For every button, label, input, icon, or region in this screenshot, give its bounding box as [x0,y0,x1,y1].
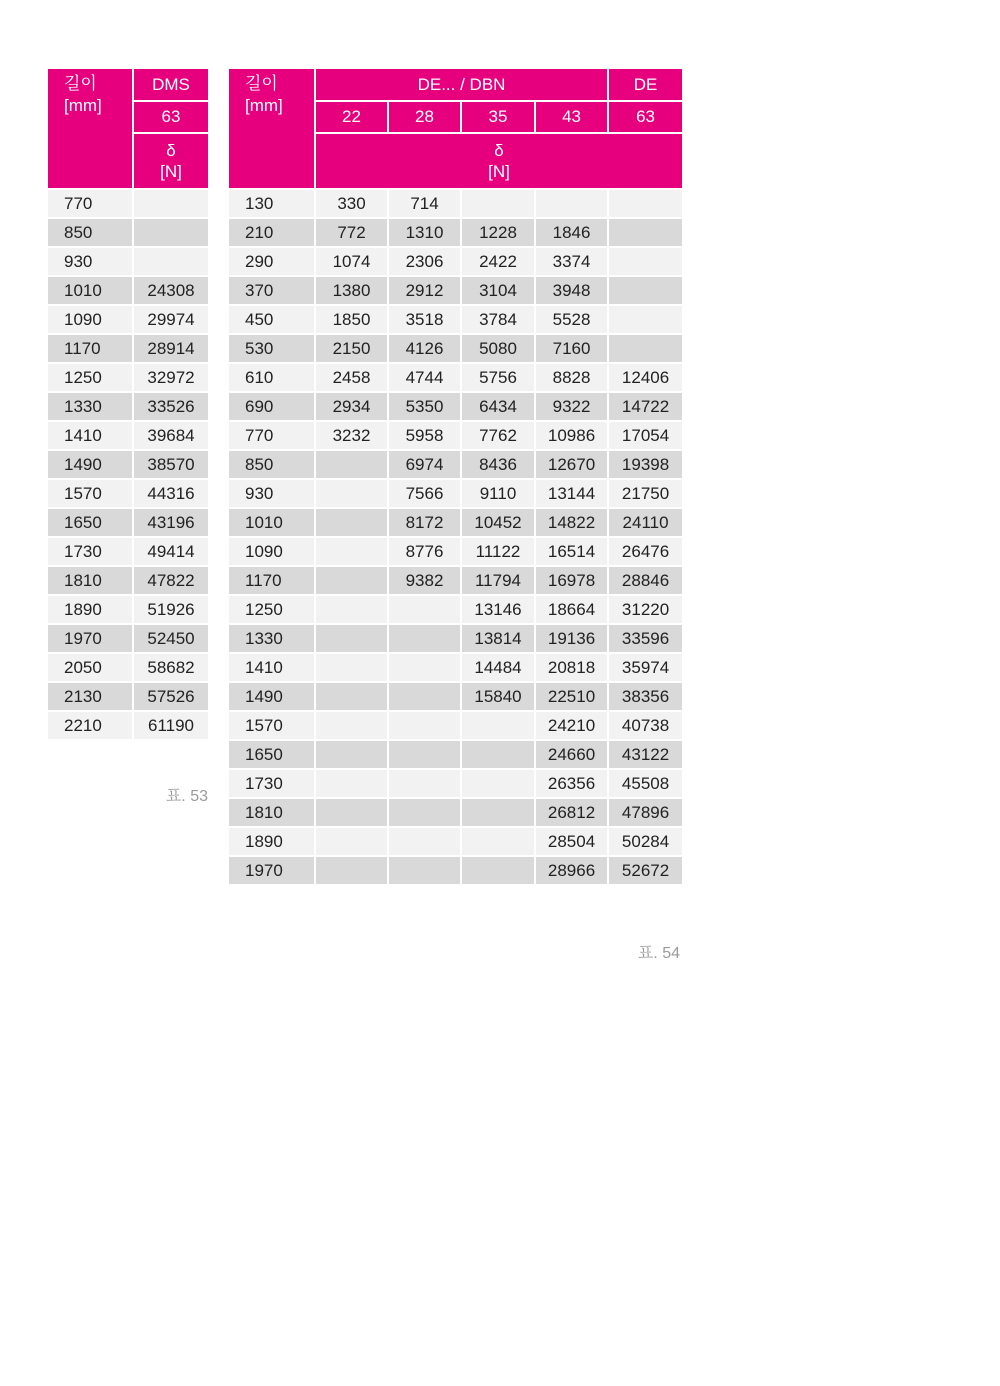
force-cell [461,711,535,740]
force-cell: 39684 [133,421,209,450]
force-cell: 2150 [315,334,388,363]
force-cell: 16514 [535,537,608,566]
force-unit: [N] [488,162,510,181]
force-cell: 2422 [461,247,535,276]
force-cell: 43196 [133,508,209,537]
force-cell [315,566,388,595]
force-cell: 4126 [388,334,461,363]
force-cell: 38356 [608,682,683,711]
table-row [228,450,683,479]
force-cell [315,653,388,682]
table-row [228,595,683,624]
force-cell: 3518 [388,305,461,334]
length-cell: 290 [228,247,315,276]
force-cell: 1380 [315,276,388,305]
table-53-caption: 표. 53 [165,788,208,805]
length-cell: 1250 [228,595,315,624]
length-cell: 930 [228,479,315,508]
length-cell: 770 [228,421,315,450]
force-cell: 12406 [608,363,683,392]
force-cell: 20818 [535,653,608,682]
force-cell [315,856,388,885]
length-cell: 1170 [228,566,315,595]
force-cell: 1310 [388,218,461,247]
force-cell: 772 [315,218,388,247]
force-cell: 15840 [461,682,535,711]
force-cell: 45508 [608,769,683,798]
length-cell: 2210 [47,711,133,740]
force-cell: 13146 [461,595,535,624]
force-cell: 1228 [461,218,535,247]
force-cell: 10986 [535,421,608,450]
table-54-body [228,189,683,885]
length-cell: 850 [47,218,133,247]
force-cell: 9382 [388,566,461,595]
table-53-body [47,189,209,740]
force-cell: 4744 [388,363,461,392]
force-cell: 7762 [461,421,535,450]
force-cell [388,682,461,711]
force-cell: 10452 [461,508,535,537]
force-cell [315,798,388,827]
force-cell: 31220 [608,595,683,624]
table-row [47,334,209,363]
force-header [133,133,209,189]
length-cell: 130 [228,189,315,218]
size-header: 43 [535,101,608,133]
force-cell [608,247,683,276]
table-row [47,189,209,218]
force-cell: 5080 [461,334,535,363]
force-cell: 1074 [315,247,388,276]
table-row [228,421,683,450]
force-cell: 19136 [535,624,608,653]
force-cell: 22510 [535,682,608,711]
force-cell: 13144 [535,479,608,508]
force-cell [315,827,388,856]
length-cell: 770 [47,189,133,218]
force-cell [608,334,683,363]
model-group-header-de-dbn: DE... / DBN [315,68,608,101]
force-cell [315,711,388,740]
force-cell: 26812 [535,798,608,827]
force-cell: 51926 [133,595,209,624]
length-unit: [mm] [64,96,102,115]
table-row [47,421,209,450]
force-cell [315,682,388,711]
length-cell: 1970 [47,624,133,653]
length-cell: 1730 [47,537,133,566]
length-cell: 1650 [47,508,133,537]
force-cell: 28966 [535,856,608,885]
length-cell: 2050 [47,653,133,682]
table-row [228,247,683,276]
length-cell: 450 [228,305,315,334]
force-cell: 33526 [133,392,209,421]
length-cell: 1570 [47,479,133,508]
force-cell: 14822 [535,508,608,537]
force-cell: 3104 [461,276,535,305]
length-label: 길이 [64,74,97,93]
force-cell: 28846 [608,566,683,595]
table-row [228,827,683,856]
force-cell [315,595,388,624]
force-cell: 5350 [388,392,461,421]
force-symbol: δ [494,141,504,160]
force-cell: 3948 [535,276,608,305]
length-cell: 610 [228,363,315,392]
force-cell: 47896 [608,798,683,827]
length-cell: 1490 [47,450,133,479]
table-row [47,450,209,479]
length-cell: 1090 [47,305,133,334]
force-cell: 1846 [535,218,608,247]
table-row [47,247,209,276]
length-cell: 1330 [47,392,133,421]
table-53 [46,67,210,741]
length-header [47,68,133,189]
table-row [228,856,683,885]
table-row [47,508,209,537]
force-header [315,133,683,189]
table-row [47,711,209,740]
force-cell: 52672 [608,856,683,885]
force-cell: 21750 [608,479,683,508]
table-row [47,624,209,653]
force-cell [388,769,461,798]
length-cell: 1890 [47,595,133,624]
length-cell: 1490 [228,682,315,711]
force-cell [315,479,388,508]
size-header: 28 [388,101,461,133]
length-cell: 1650 [228,740,315,769]
force-cell [388,653,461,682]
table-row [228,305,683,334]
force-cell: 5528 [535,305,608,334]
force-cell: 28504 [535,827,608,856]
length-cell: 1730 [228,769,315,798]
size-header: 22 [315,101,388,133]
force-cell [388,827,461,856]
force-cell: 9110 [461,479,535,508]
force-unit: [N] [160,162,182,181]
size-header: 63 [608,101,683,133]
length-unit: [mm] [245,96,283,115]
length-cell: 850 [228,450,315,479]
force-cell: 14484 [461,653,535,682]
force-cell [315,450,388,479]
length-header [228,68,315,189]
force-cell [388,711,461,740]
force-cell: 8436 [461,450,535,479]
force-cell: 24110 [608,508,683,537]
force-cell: 2458 [315,363,388,392]
force-cell: 3232 [315,421,388,450]
force-cell [133,189,209,218]
force-cell [461,856,535,885]
force-cell: 57526 [133,682,209,711]
force-cell [133,247,209,276]
length-cell: 1810 [228,798,315,827]
table-row [228,363,683,392]
force-cell: 16978 [535,566,608,595]
force-cell [315,508,388,537]
length-cell: 930 [47,247,133,276]
table-row [47,363,209,392]
table-row [228,740,683,769]
force-cell [608,218,683,247]
length-cell: 1250 [47,363,133,392]
table-row [228,537,683,566]
table-row [47,595,209,624]
length-cell: 1810 [47,566,133,595]
length-cell: 1570 [228,711,315,740]
table-row [228,711,683,740]
force-cell [461,827,535,856]
force-cell: 17054 [608,421,683,450]
force-cell: 38570 [133,450,209,479]
table-row [228,189,683,218]
table-row [47,305,209,334]
force-cell [388,624,461,653]
length-cell: 1170 [47,334,133,363]
force-cell [461,740,535,769]
force-cell [315,624,388,653]
force-cell [608,305,683,334]
table-row [228,218,683,247]
length-cell: 1410 [228,653,315,682]
table-row [47,566,209,595]
force-cell: 2306 [388,247,461,276]
size-header: 35 [461,101,535,133]
force-cell: 330 [315,189,388,218]
force-cell: 5958 [388,421,461,450]
force-cell [133,218,209,247]
length-cell: 530 [228,334,315,363]
length-cell: 2130 [47,682,133,711]
table-row [228,479,683,508]
force-cell: 33596 [608,624,683,653]
table-row [228,769,683,798]
force-cell: 13814 [461,624,535,653]
force-cell [608,276,683,305]
force-cell: 18664 [535,595,608,624]
force-cell: 7160 [535,334,608,363]
table-row [47,653,209,682]
force-cell: 29974 [133,305,209,334]
table-row [228,624,683,653]
table-row [47,392,209,421]
length-cell: 1410 [47,421,133,450]
size-header: 63 [133,101,209,133]
force-cell [315,537,388,566]
table-row [228,566,683,595]
force-cell [461,769,535,798]
force-cell: 52450 [133,624,209,653]
force-cell: 24308 [133,276,209,305]
table-row [228,334,683,363]
force-cell: 44316 [133,479,209,508]
force-cell: 1850 [315,305,388,334]
force-cell: 49414 [133,537,209,566]
length-cell: 690 [228,392,315,421]
length-cell: 370 [228,276,315,305]
force-cell: 28914 [133,334,209,363]
force-cell: 26356 [535,769,608,798]
force-cell: 8828 [535,363,608,392]
force-cell: 11122 [461,537,535,566]
force-cell: 8776 [388,537,461,566]
force-cell: 6974 [388,450,461,479]
length-cell: 1970 [228,856,315,885]
force-cell: 43122 [608,740,683,769]
force-cell: 5756 [461,363,535,392]
force-cell [388,740,461,769]
force-cell: 40738 [608,711,683,740]
force-cell: 61190 [133,711,209,740]
force-cell [461,798,535,827]
force-cell: 58682 [133,653,209,682]
length-cell: 1330 [228,624,315,653]
force-cell: 50284 [608,827,683,856]
table-row [228,508,683,537]
force-cell [315,769,388,798]
model-header: DMS [133,68,209,101]
length-cell: 1890 [228,827,315,856]
table-row [228,682,683,711]
force-cell: 2912 [388,276,461,305]
force-cell: 714 [388,189,461,218]
length-label: 길이 [245,74,278,93]
table-54-caption: 표. 54 [637,945,680,962]
force-cell: 19398 [608,450,683,479]
force-cell: 26476 [608,537,683,566]
length-cell: 1090 [228,537,315,566]
force-cell: 24660 [535,740,608,769]
table-row [228,798,683,827]
model-group-header-de: DE [608,68,683,101]
force-cell [388,798,461,827]
force-cell: 9322 [535,392,608,421]
force-cell: 24210 [535,711,608,740]
force-cell: 35974 [608,653,683,682]
length-cell: 210 [228,218,315,247]
force-cell [608,189,683,218]
table-row [47,479,209,508]
force-cell: 47822 [133,566,209,595]
force-cell [388,856,461,885]
table-row [47,218,209,247]
table-54 [227,67,684,886]
force-cell [535,189,608,218]
force-cell: 7566 [388,479,461,508]
force-cell: 11794 [461,566,535,595]
force-cell [315,740,388,769]
length-cell: 1010 [228,508,315,537]
force-symbol: δ [166,141,176,160]
table-row [228,392,683,421]
table-row [228,653,683,682]
table-row [47,682,209,711]
length-cell: 1010 [47,276,133,305]
force-cell: 32972 [133,363,209,392]
force-cell: 8172 [388,508,461,537]
force-cell: 12670 [535,450,608,479]
table-row [47,276,209,305]
table-row [47,537,209,566]
force-cell: 14722 [608,392,683,421]
table-row [228,276,683,305]
force-cell: 3784 [461,305,535,334]
force-cell [388,595,461,624]
force-cell [461,189,535,218]
force-cell: 6434 [461,392,535,421]
force-cell: 2934 [315,392,388,421]
force-cell: 3374 [535,247,608,276]
